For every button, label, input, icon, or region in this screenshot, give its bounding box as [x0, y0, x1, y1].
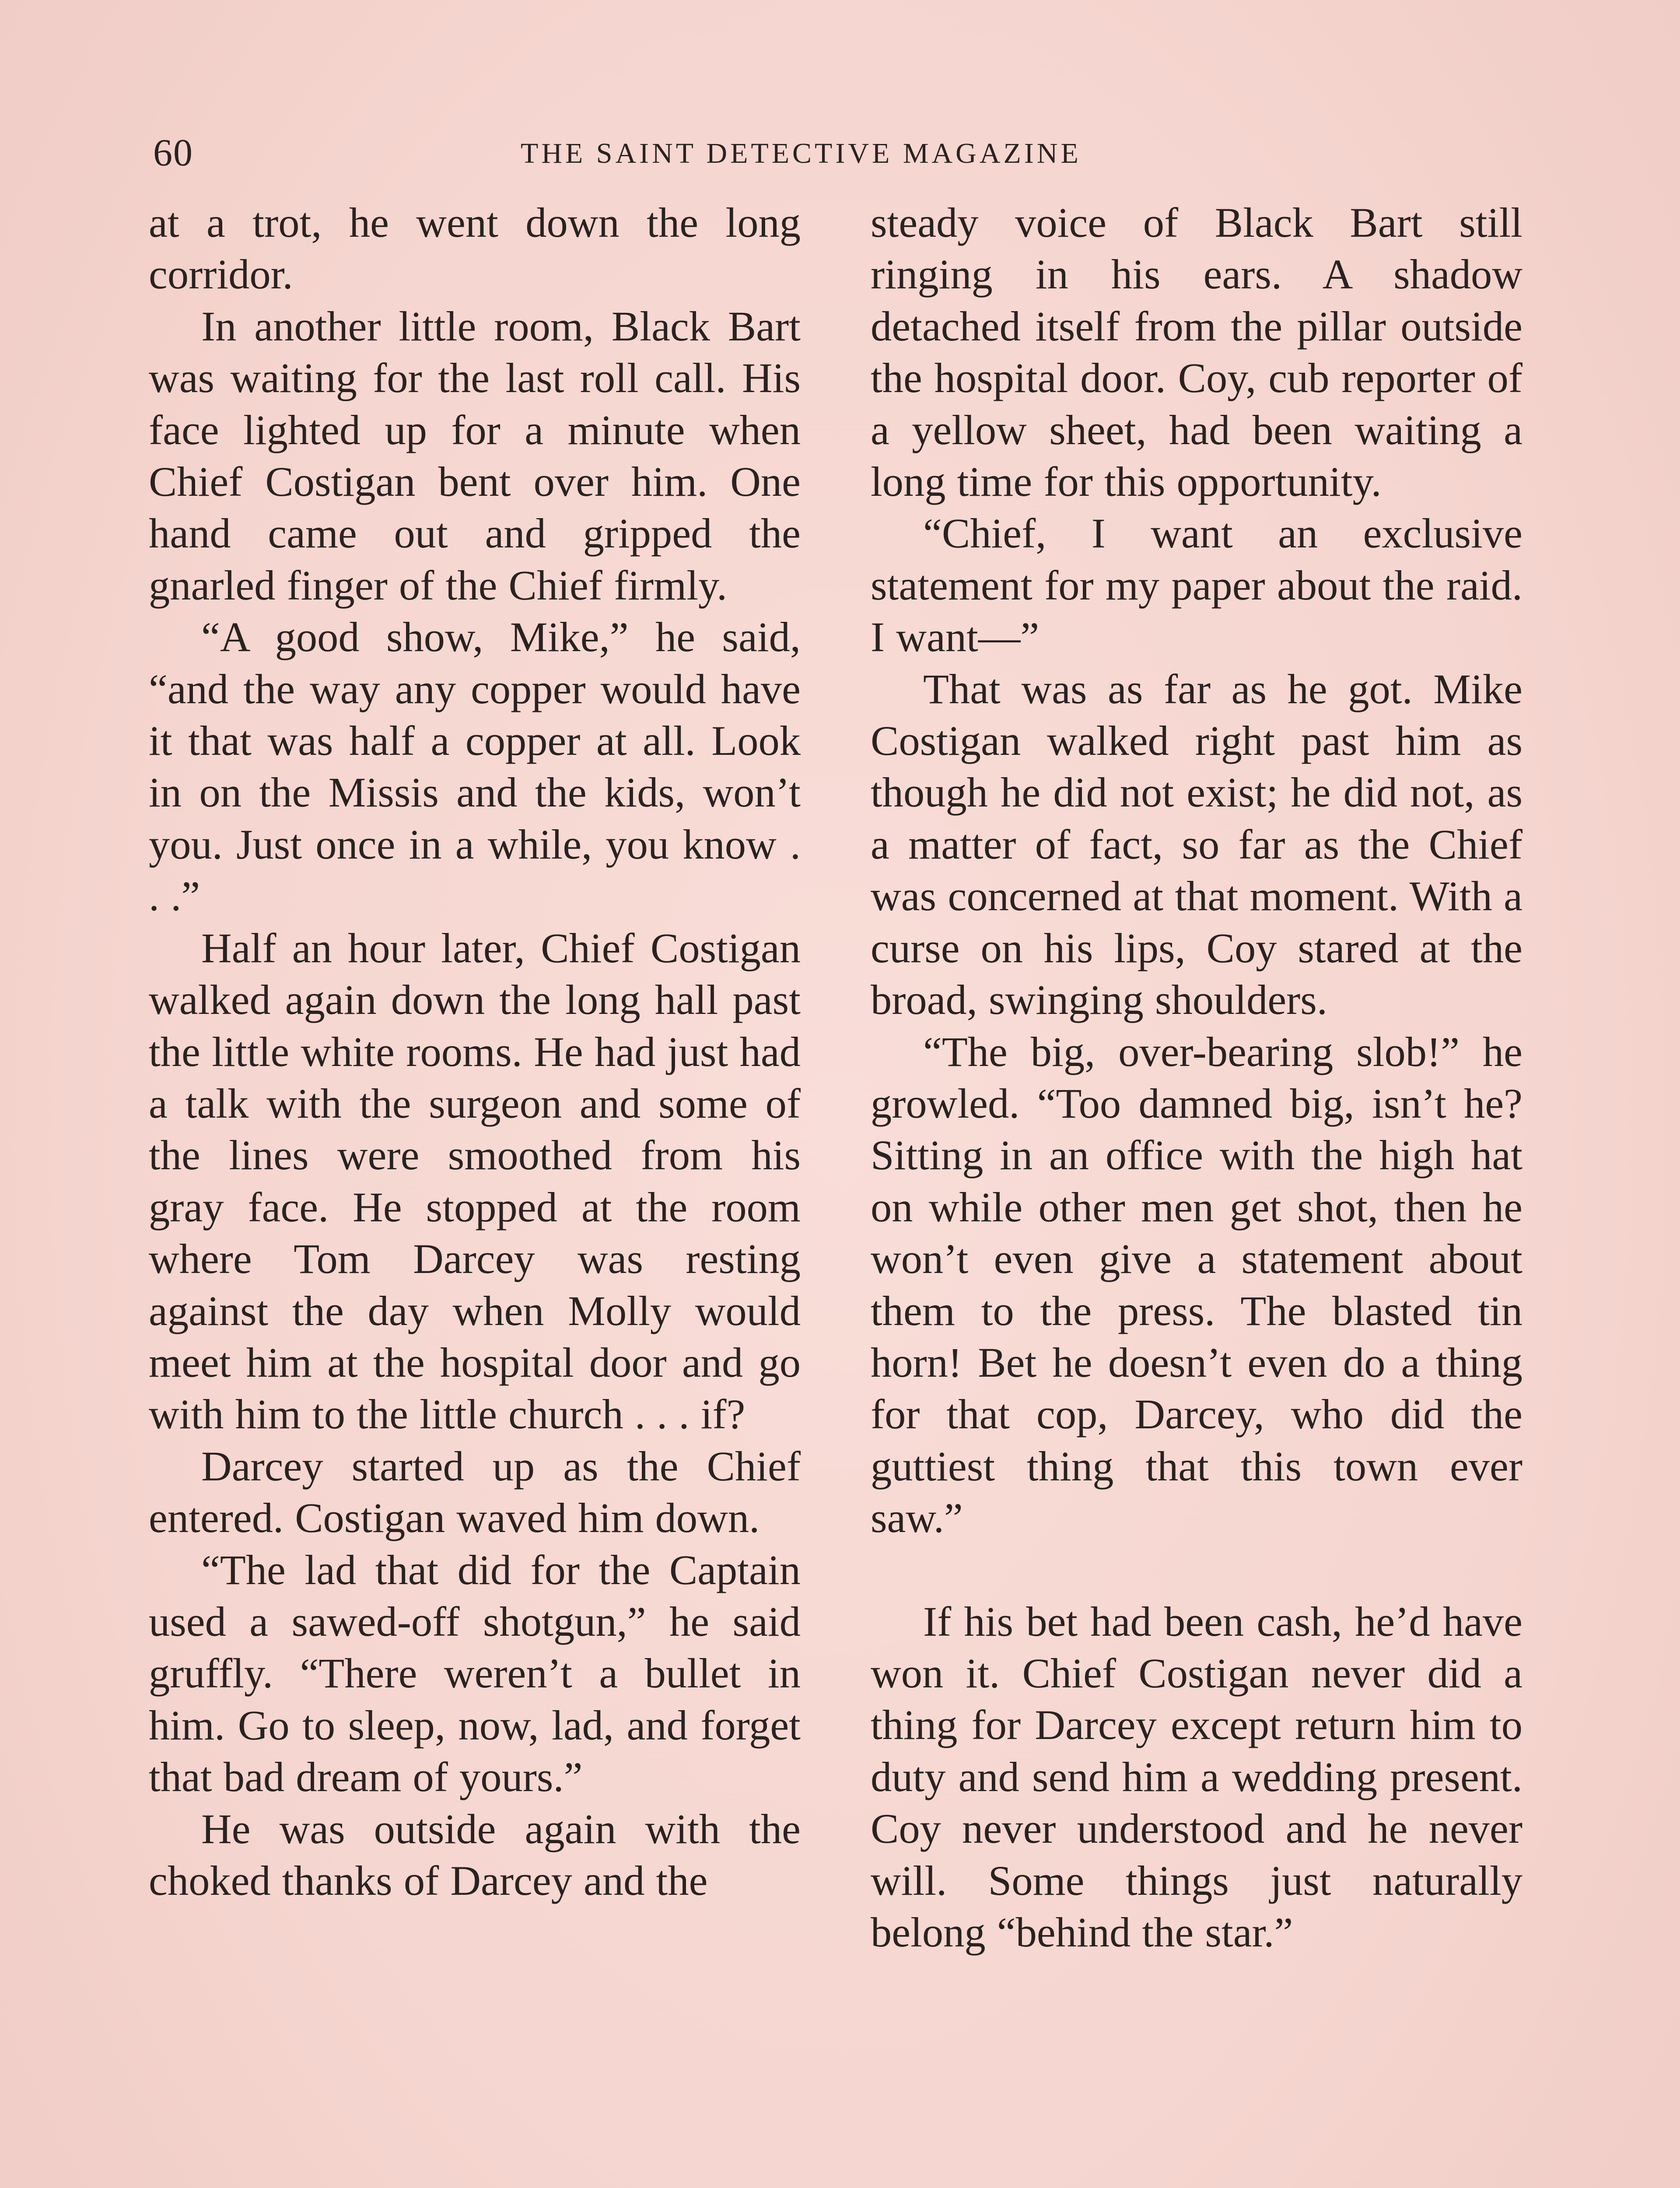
paragraph: “The lad that did for the Captain used a sawed-off shotgun,” he said gruffly. “There weren’t a bullet in him. Go to sleep, now, lad, and forget that bad dream of yours.”: [149, 1546, 801, 1801]
left-column: [149, 197, 801, 1907]
paragraph: “A good show, Mike,” he said, “and the way any copper would have it that was half a copper at all. Look in on the Missis and the kids, won’t you. Just once in a while, you know . . .”: [149, 614, 801, 920]
page-header: [153, 127, 1531, 179]
right-column: [871, 197, 1522, 1958]
paragraph: That was as far as he got. Mike Costigan walked right past him as though he did not exist; he did not, as a matter of fact, so far as the Chief was concerned at that moment. With a curse on his lips, Coy stared at the broad, swinging shoulders.: [871, 665, 1522, 1024]
paragraph: Half an hour later, Chief Costigan walked again down the long hall past the little white rooms. He had just had a talk with the surgeon and some of the lines were smoothed from his gray face. He stopped at the room where Tom Darcey was resting against the day when Molly would meet him at the hospital door and go with him to the little church . . . if?: [149, 924, 801, 1438]
paragraph: If his bet had been cash, he’d have won it. Chief Costigan never did a thing for Darcey except return him to duty and send him a wedding present. Coy never understood and he never will. Some things just naturally belong “behind the star.”: [871, 1598, 1522, 1956]
paragraph: at a trot, he went down the long corridor.: [149, 199, 801, 298]
paragraph: “The big, over-bearing slob!” he growled. “Too damned big, isn’t he? Sitting in an office with the high hat on while other men get shot, then he won’t even give a statement about them to the press. The blasted tin horn! Bet he doesn’t even do a thing for that cop, Darcey, who did the guttiest thing that this town ever saw.”: [871, 1028, 1522, 1542]
page-number: 60: [153, 132, 193, 174]
paragraph: In another little room, Black Bart was waiting for the last roll call. His face lighted up for a minute when Chief Costigan bent over him. One hand came out and gripped the gnarled finger of the Chief firmly.: [149, 302, 801, 609]
paragraph: “Chief, I want an exclusive statement for my paper about the raid. I want—”: [871, 510, 1522, 661]
paragraph: steady voice of Black Bart still ringing in his ears. A shadow detached itself from the pillar outside the hospital door. Coy, cub reporter of a yellow sheet, had been waiting a long time for this opportunity.: [871, 199, 1522, 505]
paragraph: Darcey started up as the Chief entered. Costigan waved him down.: [149, 1442, 801, 1542]
running-head-title: THE SAINT DETECTIVE MAGAZINE: [521, 137, 1082, 169]
section-break: [871, 1544, 1522, 1596]
paragraph: He was outside again with the choked thanks of Darcey and the: [149, 1805, 801, 1904]
